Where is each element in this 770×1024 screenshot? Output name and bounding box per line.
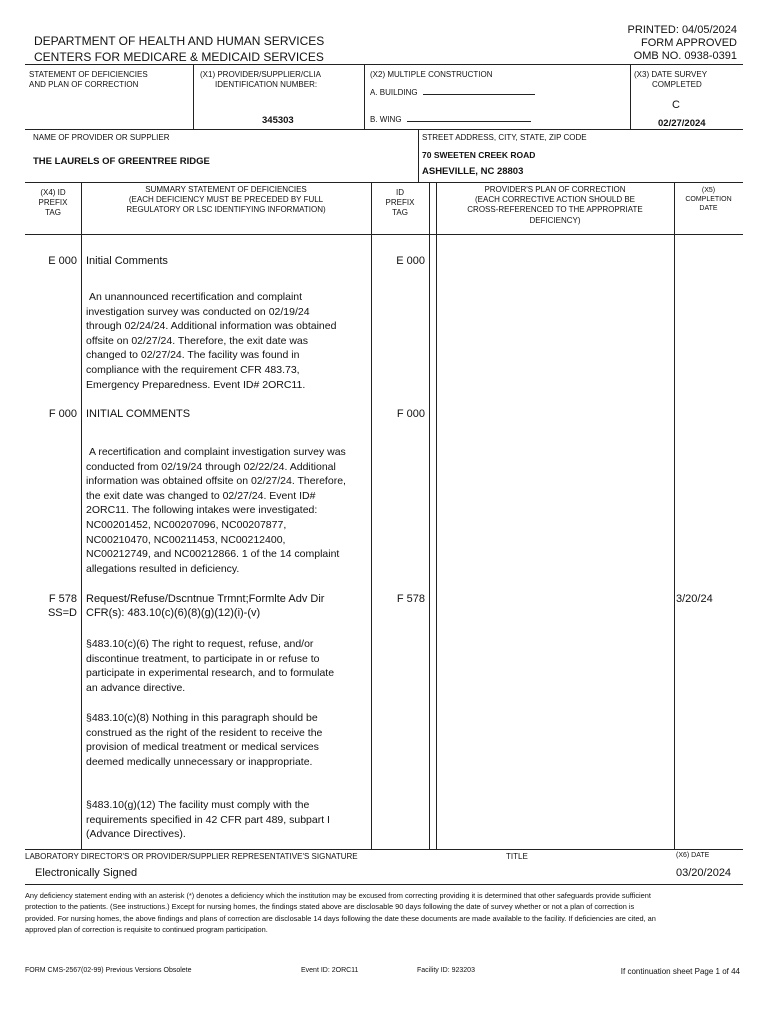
x3-label-1: (X3) DATE SURVEY [634,70,708,79]
f000-title: INITIAL COMMENTS [86,408,191,420]
x4-header-3: TAG [45,208,61,217]
survey-completed-date: 02/27/2024 [658,118,706,129]
signature-date: 03/20/2024 [676,867,732,879]
table-bottom-line [25,849,743,850]
col-line-4 [436,182,437,849]
id-header-1: ID [396,188,404,197]
grid-line-4 [25,234,743,235]
f578-cfr: CFR(s): 483.10(c)(6)(8)(g)(12)(i)-(v) [86,607,261,619]
statement-label-1: STATEMENT OF DEFICIENCIES [29,70,148,79]
summary-header-2: (EACH DEFICIENCY MUST BE PRECEDED BY FULL [128,195,324,204]
grid-vline-addr [418,129,419,182]
x4-header-2: PREFIX [38,198,68,207]
plan-header-1: PROVIDER'S PLAN OF CORRECTION [484,185,626,194]
f578-paragraph-2: §483.10(c)(8) Nothing in this paragraph should be construed as the right of the resident to receive the provision of medical treatment or medical services deemed medically unnecessary or inappropriate. [86,712,323,768]
f578-paragraph-3: §483.10(g)(12) The facility must comply with the requirements specified in 42 CFR part 489, subpart I (Advance Directives). [86,799,330,841]
e000-title: Initial Comments [86,255,168,267]
summary-header-1: SUMMARY STATEMENT OF DEFICIENCIES [145,185,307,194]
footer-event-id: Event ID: 2ORC11 [301,967,359,974]
signature-label: LABORATORY DIRECTOR'S OR PROVIDER/SUPPLIER REPRESENTATIVE'S SIGNATURE [25,852,358,861]
f000-id-tag: F 000 [396,408,425,420]
building-blank [423,94,535,95]
f578-scope-severity: SS=D [47,607,77,619]
f000-prefix-tag: F 000 [48,408,77,420]
grid-vline-c [630,64,631,129]
x1-label-2: IDENTIFICATION NUMBER: [215,80,318,89]
id-header-3: TAG [392,208,408,217]
building-label: A. BUILDING [370,88,418,97]
provider-id-number: 345303 [262,115,294,126]
id-header-2: PREFIX [385,198,415,207]
page-indicator: If continuation sheet Page 1 of 44 [620,967,740,976]
grid-vline-a [193,64,194,129]
electronic-signature: Electronically Signed [35,867,138,879]
street-address: 70 SWEETEN CREEK ROAD [422,150,536,160]
plan-header-3: CROSS-REFERENCED TO THE APPROPRIATE [467,205,643,214]
footer-facility-id: Facility ID: 923203 [417,967,475,974]
form-approved: FORM APPROVED [641,37,737,49]
col-line-1 [81,182,82,849]
e000-prefix-tag: E 000 [48,255,77,267]
grid-top-line [25,64,743,65]
x6-date-label: (X6) DATE [676,852,710,859]
wing-label: B. WING [370,115,402,124]
provider-name: THE LAURELS OF GREENTREE RIDGE [33,156,210,167]
omb-number: OMB NO. 0938-0391 [633,50,737,62]
f578-id-tag: F 578 [396,593,425,605]
grid-vline-b [364,64,365,129]
x3-label-2: COMPLETED [652,80,702,89]
f000-comment-text: A recertification and complaint investigation survey was conducted from 02/19/24 through 02/22/24. Additional information was obtained offsite on 02/27/24. Therefore, the exit date was changed to 02/27/24. Event ID# 2ORC11. The following intakes were investigated: NC00201452, NC00207096, NC00207877, NC00210470, NC00211453, NC00212400, NC00212749, and NC00212866. 1 of the 14 complaint allegations resulted in deficiency. [86,446,346,575]
wing-field [370,115,531,124]
x2-label: (X2) MULTIPLE CONSTRUCTION [370,70,493,79]
address-label: STREET ADDRESS, CITY, STATE, ZIP CODE [422,133,587,142]
f578-title: Request/Refuse/Dscntnue Trmnt;Formlte Adv Dir [86,593,325,605]
city-state-zip: ASHEVILLE, NC 28803 [422,166,524,177]
x5-header-2: COMPLETION [685,196,732,203]
f578-completion-date: 3/20/24 [676,593,713,605]
building-field [370,88,535,97]
summary-header-3: REGULATORY OR LSC IDENTIFYING INFORMATION) [126,205,326,214]
department-title: DEPARTMENT OF HEALTH AND HUMAN SERVICES [34,34,325,48]
plan-header-4: DEFICIENCY) [529,216,581,225]
wing-blank [407,121,531,122]
col-line-3 [429,182,430,849]
signature-bottom-line [25,884,743,885]
disclaimer-text: Any deficiency statement ending with an asterisk (*) denotes a deficiency which the institution may be excused from correcting providing it is determined that other safeguards provide sufficient protection to the patients. (See instructions.) Except for nursing homes, the findings stated above are disclosable 90 days following the date of survey whether or not a plan of correction is provided. For nursing homes, the above findings and plans of correction are disclosable 14 days following the date these documents are made available to the facility. If deficiencies are cited, an approved plan of correction is requisite to continued program participation. [25,891,656,935]
survey-code: C [672,99,680,111]
plan-header-2: (EACH CORRECTIVE ACTION SHOULD BE [474,195,636,204]
col-line-5 [674,182,675,849]
provider-name-label: NAME OF PROVIDER OR SUPPLIER [33,133,170,142]
form-number: FORM CMS-2567(02-99) Previous Versions Obsolete [25,967,192,974]
col-line-2 [371,182,372,849]
f578-prefix-tag: F 578 [48,593,77,605]
grid-line-2 [25,129,743,130]
f578-paragraph-1: §483.10(c)(6) The right to request, refuse, and/or discontinue treatment, to participate in or refuse to participate in experimental research, and to formulate an advance directive. [86,638,335,694]
e000-comment-text: An unannounced recertification and complaint investigation survey was conducted on 02/19/24 through 02/24/24. Additional information was obtained offsite on 02/27/24. Therefore, the exit date was changed to 02/27/24. The facility was found in compliance with the requirement CFR 483.73, Emergency Preparedness. Event ID# 2ORC11. [86,291,337,391]
title-label: TITLE [506,852,528,861]
cms-title: CENTERS FOR MEDICARE & MEDICAID SERVICES [34,50,324,64]
printed-date: PRINTED: 04/05/2024 [627,24,737,36]
statement-label-2: AND PLAN OF CORRECTION [29,80,139,89]
x4-header-1: (X4) ID [40,188,66,197]
x5-header-3: DATE [699,205,718,212]
x1-label-1: (X1) PROVIDER/SUPPLIER/CLIA [200,70,321,79]
x5-header-1: (X5) [701,187,716,194]
e000-id-tag: E 000 [396,255,425,267]
grid-line-3 [25,182,743,183]
